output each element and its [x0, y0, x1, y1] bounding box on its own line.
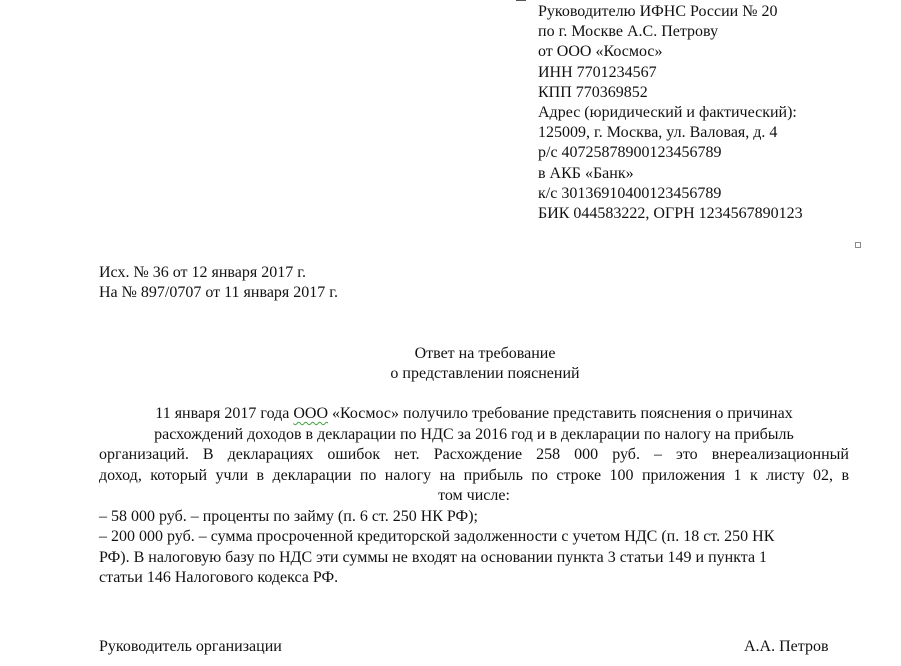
- paragraph-1-line: организаций. В декларациях ошибок нет. Расхождение 258 000 руб. – это внереализационный: [99, 446, 849, 463]
- addressee-line: в АКБ «Банк»: [538, 164, 634, 182]
- date-text: 11 января 2017 года: [155, 405, 290, 422]
- list-item-2-line: – 200 000 руб. – сумма просроченной кредиторской задолженности с учетом НДС (п. 18 ст. 250 НК: [99, 528, 775, 545]
- signature-position: Руководитель организации: [99, 638, 282, 655]
- addressee-line: от ООО «Космос»: [538, 43, 663, 61]
- anchor-mark: [516, 0, 526, 1]
- list-item-2-line: статьи 146 Налогового кодекса РФ.: [99, 569, 339, 586]
- addressee-line: Адрес (юридический и фактический):: [538, 103, 797, 121]
- incoming-reference: На № 897/0707 от 11 января 2017 г.: [99, 284, 339, 301]
- spellcheck-flag-org[interactable]: ООО: [293, 405, 329, 422]
- list-item-1: – 58 000 руб. – проценты по займу (п. 6 ст. 250 НК РФ);: [99, 507, 478, 525]
- paragraph-1-line: [99, 404, 849, 425]
- addressee-line: ИНН 7701234567: [538, 63, 657, 81]
- addressee-block: [538, 2, 803, 224]
- reference-block: [99, 263, 338, 303]
- signature-name: А.А. Петров: [744, 638, 829, 655]
- list-item-2-line: РФ). В налоговую базу по НДС эти суммы не входят на основании пункта 3 статьи 149 и пункта 1: [99, 548, 768, 566]
- addressee-line: по г. Москве А.С. Петрову: [538, 23, 719, 41]
- addressee-line: БИК 044583222, ОГРН 1234567890123: [538, 204, 803, 222]
- addressee-line: р/с 40725878900123456789: [538, 144, 722, 162]
- title-line-2: о представлении пояснений: [390, 365, 580, 382]
- addressee-line: КПП 770369852: [538, 83, 648, 101]
- paragraph-1-rest: «Космос» получило требование представить пояснения о причинах: [332, 405, 793, 422]
- document-title: [0, 344, 901, 384]
- paragraph-1-line: том числе:: [438, 487, 510, 504]
- paragraph-1-line: доход, который учли в декларации по налогу на прибыль по строке 100 приложения 1 к листу 02, в: [99, 466, 849, 484]
- addressee-line: к/с 30136910400123456789: [538, 184, 722, 202]
- title-line-1: Ответ на требование: [414, 345, 556, 362]
- paragraph-1-line: расхождений доходов в декларации по НДС за 2016 год и в декларации по налогу на прибыль: [154, 425, 794, 443]
- text-frame-handle[interactable]: [855, 242, 861, 248]
- addressee-line: Руководителю ИФНС России № 20: [538, 3, 778, 20]
- addressee-line: 125009, г. Москва, ул. Валовая, д. 4: [538, 124, 778, 142]
- body-text: [99, 404, 849, 589]
- outgoing-reference: Исх. № 36 от 12 января 2017 г.: [99, 264, 306, 281]
